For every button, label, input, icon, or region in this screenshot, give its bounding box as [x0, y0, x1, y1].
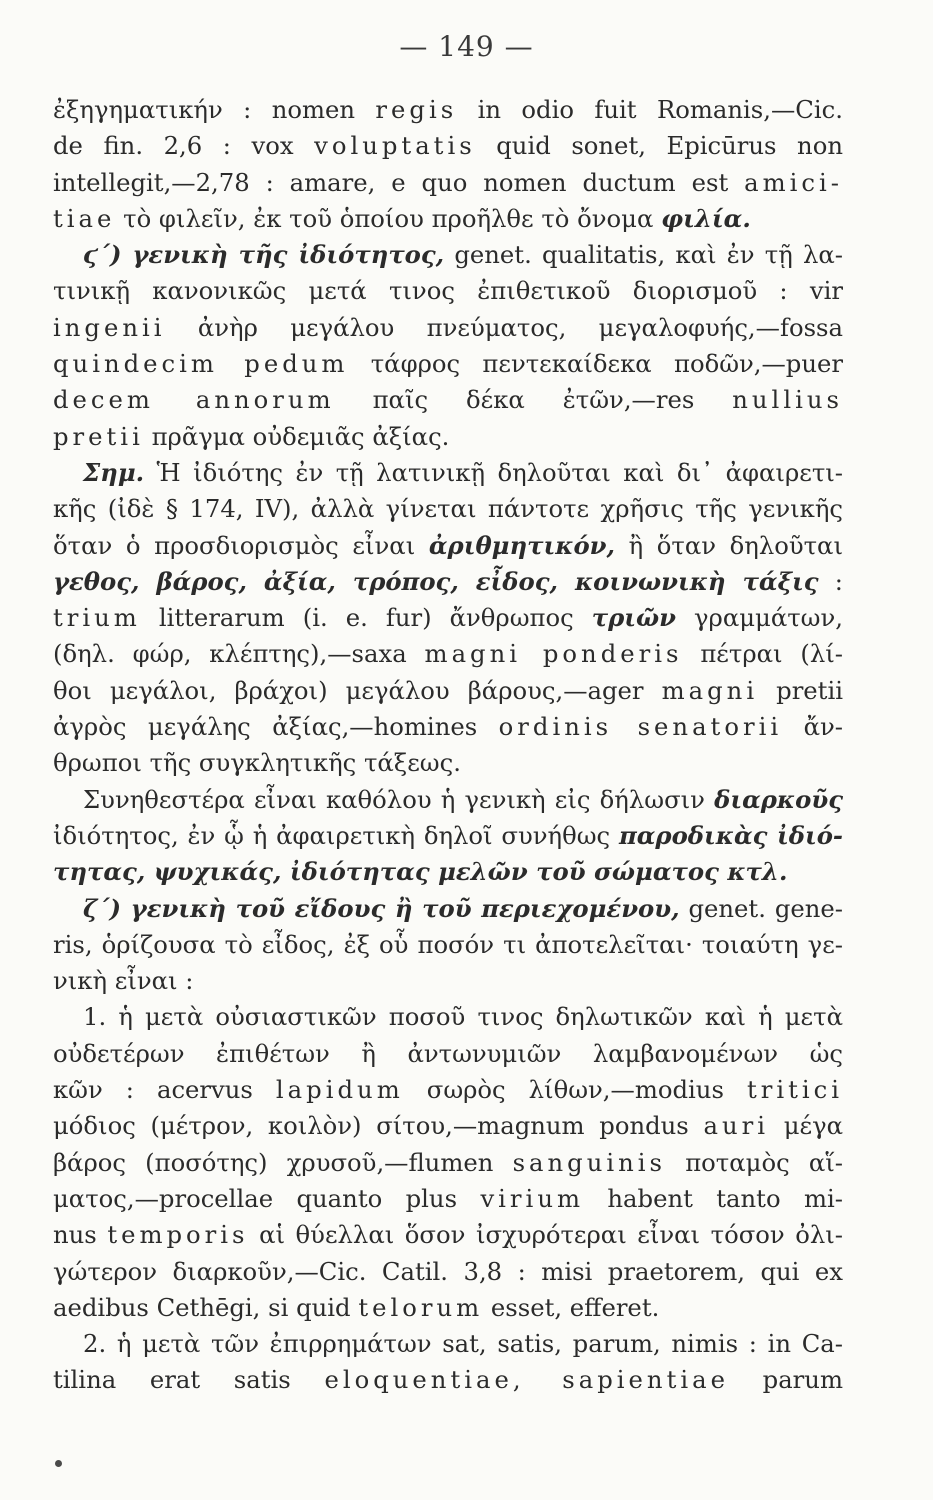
- text-line: [53, 92, 843, 128]
- spaced-latin-text: ingenii: [53, 312, 166, 342]
- spaced-latin-text: auri: [703, 1111, 769, 1141]
- spaced-latin-text: decem annorum: [53, 385, 335, 415]
- text-run: κῶν : acervus: [53, 1075, 276, 1105]
- text-run: θοι μεγάλοι, βράχοι) μεγάλου βάρους,—ager: [53, 675, 662, 705]
- text-line: [53, 1362, 843, 1398]
- spaced-latin-text: tritici: [746, 1075, 843, 1105]
- emphasis-text: τητας, ψυχικάς, ἰδιότητας μελῶν τοῦ σώματος κτλ.: [53, 857, 788, 887]
- text-run: μόδιος (μέτρον, κοιλὸν) σίτου,—magnum pondus: [53, 1111, 704, 1141]
- text-line: [53, 963, 843, 999]
- text-run: ris, ὁρίζουσα τὸ εἶδος, ἐξ οὗ ποσόν τι ἀποτελεῖται· τοιαύτη γε-: [53, 929, 843, 959]
- text-run: nus: [53, 1220, 108, 1250]
- text-run: γώτερον διαρκοῦν,—Cic. Catil. 3,8 : misi praetorem, qui ex: [53, 1256, 843, 1286]
- emphasis-text: ἀριθμητικόν,: [428, 530, 615, 560]
- margin-dot: [55, 1460, 62, 1467]
- text-line: [53, 891, 843, 927]
- spaced-latin-text: nullius: [732, 385, 843, 415]
- text-line: [53, 1326, 843, 1362]
- text-run: αἱ θύελλαι ὅσον ἰσχυρότεραι εἶναι τόσον ὀλι-: [248, 1220, 843, 1250]
- text-run: Ἡ ἰδιότης ἐν τῇ λατινικῇ δηλοῦται καὶ δι᾽ ἀφαιρετι-: [144, 457, 843, 487]
- spaced-latin-text: virium: [480, 1183, 585, 1213]
- text-line: [53, 818, 843, 854]
- spaced-latin-text: telorum: [358, 1292, 484, 1322]
- text-run: parum: [728, 1365, 843, 1395]
- text-line: [53, 600, 843, 636]
- emphasis-text: τριῶν: [591, 603, 677, 633]
- text-line: [53, 346, 843, 382]
- emphasis-text: διαρκοῦς: [714, 784, 843, 814]
- text-line: [53, 1290, 843, 1326]
- text-run: esset, efferet.: [483, 1292, 660, 1322]
- text-run: genet. qualitatis, καὶ ἐν τῇ λα-: [444, 240, 843, 270]
- text-run: παῖς δέκα ἐτῶν,—res: [334, 385, 733, 415]
- text-line: [53, 273, 843, 309]
- text-line: [53, 636, 843, 672]
- text-run: μέγα: [769, 1111, 843, 1141]
- text-line: [53, 491, 843, 527]
- emphasis-text: ϛ΄) γενικὴ τῆς ἰδιότητος,: [83, 240, 445, 270]
- text-line: [53, 165, 843, 201]
- spaced-latin-text: sanguinis: [512, 1147, 667, 1177]
- text-run: τὸ φιλεῖν, ἐκ τοῦ ὁποίου προῆλθε τὸ ὄνομα: [115, 203, 662, 233]
- text-line: [53, 564, 843, 600]
- text-run: 1. ἡ μετὰ οὐσιαστικῶν ποσοῦ τινος δηλωτικῶν καὶ ἡ μετὰ: [83, 1002, 843, 1032]
- text-line: [53, 528, 843, 564]
- text-line: [53, 455, 843, 491]
- text-run: ποταμὸς αἵ-: [666, 1147, 843, 1177]
- text-run: ἄν-: [782, 712, 843, 742]
- text-line: [53, 1254, 843, 1290]
- text-line: [53, 128, 843, 164]
- text-run: intellegit,—2,78 : amare, e quo nomen ductum est: [53, 167, 745, 197]
- spaced-latin-text: trium: [53, 603, 141, 633]
- text-run: νικὴ εἶναι :: [53, 966, 194, 996]
- text-run: ὅταν ὁ προσδιορισμὸς εἶναι: [53, 530, 429, 560]
- text-run: habent tanto mi-: [584, 1183, 843, 1213]
- text-line: [53, 999, 843, 1035]
- text-run: τινικῇ κανονικῶς μετά τινος ἐπιθετικοῦ διορισμοῦ : vir: [53, 276, 843, 306]
- text-run: κῆς (ἰδὲ § 174, IV), ἀλλὰ γίνεται πάντοτε χρῆσις τῆς γενικῆς: [53, 494, 843, 524]
- text-run: de fin. 2,6 : vox: [53, 131, 315, 161]
- spaced-latin-text: magni: [661, 675, 759, 705]
- text-line: [53, 709, 843, 745]
- text-run: πρᾶγμα οὐδεμιᾶς ἀξίας.: [143, 421, 450, 451]
- text-line: [53, 745, 843, 781]
- text-run: γραμμάτων,: [676, 603, 843, 633]
- text-run: pretii: [758, 675, 843, 705]
- text-line: [53, 782, 843, 818]
- spaced-latin-text: regis: [375, 95, 458, 124]
- spaced-latin-text: amici-: [744, 167, 843, 197]
- text-run: οὐδετέρων ἐπιθέτων ἢ ἀντωνυμιῶν λαμβανομένων ὡς: [53, 1038, 843, 1068]
- text-line: [53, 1181, 843, 1217]
- emphasis-text: ζ΄) γενικὴ τοῦ εἴδους ἢ τοῦ περιεχομένου,: [83, 893, 680, 923]
- text-line: [53, 419, 843, 455]
- text-run: τάφρος πεντεκαίδεκα ποδῶν,—puer: [348, 349, 843, 379]
- emphasis-text: παροδικὰς ἰδιό-: [618, 820, 843, 850]
- text-line: [53, 1036, 843, 1072]
- text-line: [53, 237, 843, 273]
- text-run: 2. ἡ μετὰ τῶν ἐπιρρημάτων sat, satis, parum, nimis : in Ca-: [83, 1329, 843, 1359]
- text-line: [53, 673, 843, 709]
- emphasis-text: φιλία.: [661, 203, 751, 233]
- text-run: ἰδιότητος, ἐν ᾧ ἡ ἀφαιρετικὴ δηλοῖ συνήθως: [53, 820, 619, 850]
- text-line: [53, 1145, 843, 1181]
- text-run: quid sonet, Epicūrus non: [475, 131, 843, 161]
- text-run: ἐξηγηματικήν : nomen: [53, 95, 376, 124]
- text-run: genet. gene-: [679, 893, 843, 923]
- text-run: ἢ ὅταν δηλοῦται: [614, 530, 843, 560]
- text-line: [53, 1072, 843, 1108]
- text-run: tilina erat satis: [53, 1365, 325, 1395]
- text-run: ματος,—procellae quanto plus: [53, 1183, 481, 1213]
- spaced-latin-text: temporis: [107, 1220, 249, 1250]
- text-run: Συνηθεστέρα εἶναι καθόλου ἡ γενικὴ εἰς δήλωσιν: [83, 784, 715, 814]
- page-number: — 149 —: [399, 30, 534, 63]
- emphasis-text: γεθος, βάρος, ἀξία, τρόπος, εἶδος, κοινωνικὴ τάξις: [53, 566, 819, 596]
- text-run: ἀγρὸς μεγάλης ἀξίας,—homines: [53, 712, 499, 742]
- text-run: βάρος (ποσότης) χρυσοῦ,—flumen: [53, 1147, 513, 1177]
- text-run: ἀνὴρ μεγάλου πνεύματος, μεγαλοφυής,—fossa: [165, 312, 843, 342]
- spaced-latin-text: magni ponderis: [424, 639, 683, 669]
- text-line: [53, 382, 843, 418]
- text-run: σωρὸς λίθων,—modius: [403, 1075, 747, 1105]
- spaced-latin-text: tiae: [53, 203, 116, 233]
- spaced-latin-text: lapidum: [275, 1075, 404, 1105]
- text-line: [53, 310, 843, 346]
- text-line: [53, 854, 843, 890]
- spaced-latin-text: voluptatis: [314, 131, 476, 161]
- text-run: in odio fuit Romanis,—Cic.: [457, 95, 843, 124]
- text-line: [53, 927, 843, 963]
- text-run: πέτραι (λί-: [682, 639, 843, 669]
- text-run: (δηλ. φώρ, κλέπτης),—saxa: [53, 639, 425, 669]
- text-run: θρωποι τῆς συγκλητικῆς τάξεως.: [53, 748, 461, 778]
- spaced-latin-text: ordinis senatorii: [498, 712, 783, 742]
- text-run: litterarum (i. e. fur) ἄνθρωπος: [140, 603, 592, 633]
- body-text: [53, 92, 843, 1399]
- text-run: :: [834, 566, 843, 596]
- text-line: [53, 1217, 843, 1253]
- spaced-latin-text: quindecim pedum: [53, 349, 349, 379]
- text-line: [53, 201, 843, 237]
- text-line: [53, 1108, 843, 1144]
- text-run: aedibus Cethēgi, si quid: [53, 1292, 359, 1322]
- spaced-latin-text: pretii: [53, 421, 144, 451]
- spaced-latin-text: eloquentiae, sapientiae: [324, 1365, 729, 1395]
- emphasis-text: Σημ.: [83, 457, 145, 487]
